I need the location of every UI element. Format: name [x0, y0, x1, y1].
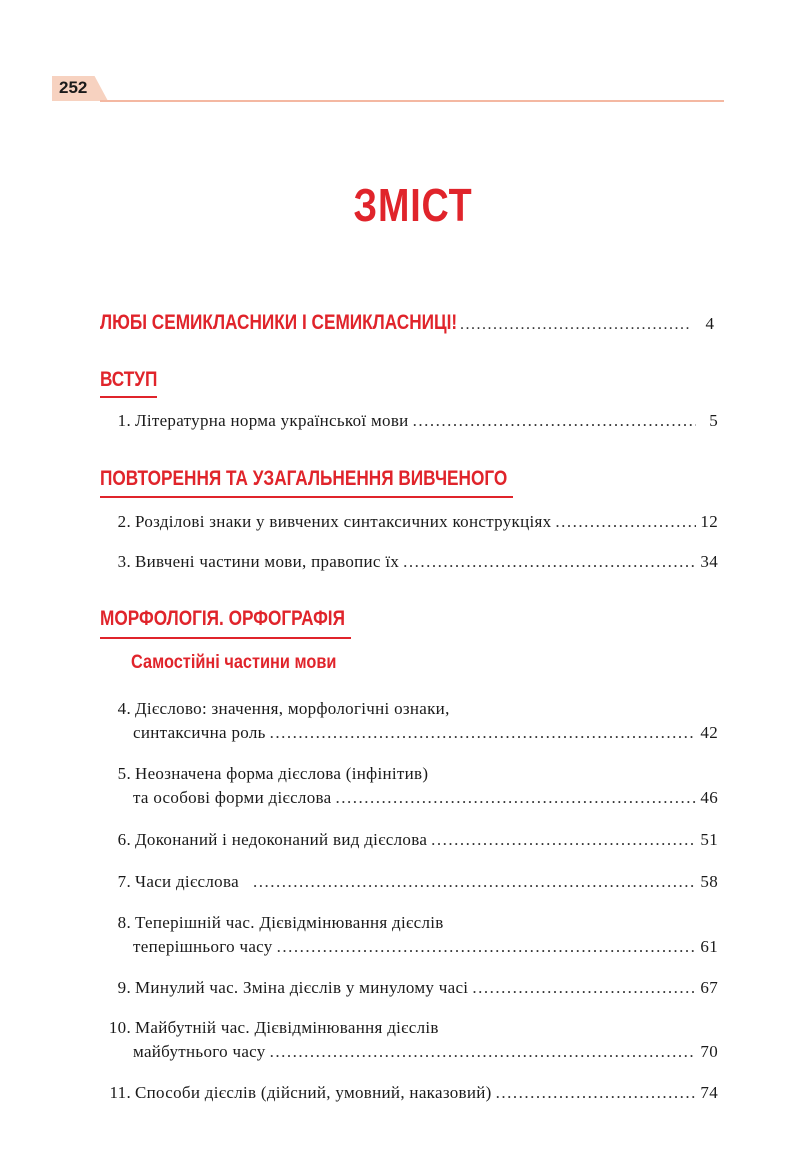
section-heading-intro: ВСТУП	[100, 368, 158, 391]
dot-leader	[472, 977, 696, 999]
entry-title: Майбутній час. Дієвідмінювання дієслів	[135, 1018, 439, 1037]
toc-entry[interactable]	[100, 1082, 718, 1104]
section-underline	[100, 396, 157, 398]
entry-title-continued: та особові форми дієслова	[133, 788, 332, 807]
toc-entry[interactable]	[100, 829, 718, 851]
entry-title-continued: майбутнього часу	[133, 1042, 266, 1061]
header-rule	[100, 100, 724, 102]
toc-entry[interactable]	[100, 1017, 718, 1063]
dot-leader	[403, 551, 696, 573]
entry-title: Часи дієслова	[135, 872, 239, 891]
page-ref: 70	[700, 1042, 718, 1061]
page-ref: 46	[700, 788, 718, 807]
entry-number: 7.	[117, 872, 131, 891]
section-underline	[100, 496, 513, 498]
entry-title-continued: теперішнього часу	[133, 937, 273, 956]
page-ref: 74	[700, 1083, 718, 1102]
dot-leader	[270, 1041, 696, 1063]
entry-title: Неозначена форма дієслова (інфінітив)	[135, 764, 429, 783]
page-ref: 12	[700, 512, 718, 531]
page-ref: 58	[700, 872, 718, 891]
dot-leader	[460, 316, 692, 334]
dot-leader	[555, 511, 696, 533]
toc-entry[interactable]	[100, 511, 718, 533]
dot-leader	[431, 829, 696, 851]
toc-entry[interactable]	[100, 871, 718, 893]
toc-intro-entry[interactable]	[100, 311, 714, 335]
toc-entry[interactable]	[100, 912, 718, 958]
page-number: 252	[59, 78, 88, 97]
entry-title: Способи дієслів (дійсний, умовний, наказовий)	[135, 1083, 492, 1102]
entry-title: Теперішній час. Дієвідмінювання дієслів	[135, 913, 444, 932]
page-ref: 4	[705, 314, 714, 333]
page-ref: 5	[709, 411, 718, 430]
section-underline	[100, 637, 351, 639]
page-ref: 61	[700, 937, 718, 956]
entry-number: 2.	[117, 512, 131, 531]
toc-entry[interactable]	[100, 698, 718, 744]
entry-number: 8.	[117, 913, 131, 932]
page-ref: 34	[700, 552, 718, 571]
page-ref: 51	[700, 830, 718, 849]
dot-leader	[496, 1082, 696, 1104]
toc-entry[interactable]	[100, 410, 718, 432]
section-heading-review: ПОВТОРЕННЯ ТА УЗАГАЛЬНЕННЯ ВИВЧЕНОГО	[100, 467, 508, 490]
page-ref: 42	[700, 723, 718, 742]
entry-number: 3.	[117, 552, 131, 571]
entry-number: 10.	[108, 1018, 131, 1037]
entry-title: Доконаний і недоконаний вид дієслова	[135, 830, 428, 849]
subsection-heading: Самостійні частини мови	[131, 652, 337, 673]
entry-title-continued: синтаксична роль	[133, 723, 266, 742]
toc-entry[interactable]	[100, 551, 718, 573]
entry-title: Вивчені частини мови, правопис їх	[135, 552, 400, 571]
toc-entry[interactable]	[100, 763, 718, 809]
section-heading-morphology: МОРФОЛОГІЯ. ОРФОГРАФІЯ	[100, 607, 345, 630]
entry-number: 4.	[117, 699, 131, 718]
dot-leader	[413, 410, 696, 432]
page-title: ЗМІСТ	[353, 179, 473, 231]
entry-number: 5.	[117, 764, 131, 783]
entry-title: Минулий час. Зміна дієслів у минулому часі	[135, 978, 469, 997]
entry-number: 1.	[117, 411, 131, 430]
entry-number: 6.	[117, 830, 131, 849]
page-ref: 67	[700, 978, 718, 997]
dot-leader	[253, 871, 696, 893]
intro-title: ЛЮБІ СЕМИКЛАСНИКИ І СЕМИКЛАСНИЦІ!	[100, 311, 458, 334]
dot-leader	[277, 936, 696, 958]
dot-leader	[335, 787, 696, 809]
toc-entry[interactable]	[100, 977, 718, 999]
entry-number: 11.	[109, 1083, 131, 1102]
entry-title: Дієслово: значення, морфологічні ознаки,	[135, 699, 450, 718]
entry-number: 9.	[117, 978, 131, 997]
dot-leader	[270, 722, 696, 744]
entry-title: Літературна норма української мови	[135, 411, 409, 430]
entry-title: Розділові знаки у вивчених синтаксичних конструкціях	[135, 512, 552, 531]
